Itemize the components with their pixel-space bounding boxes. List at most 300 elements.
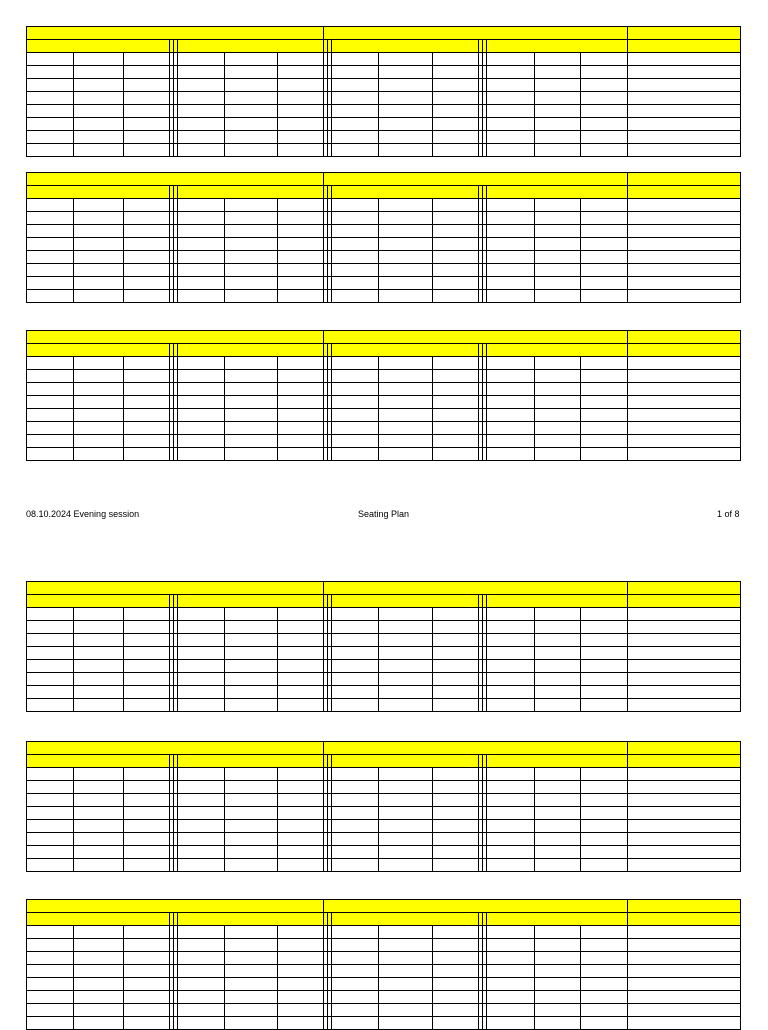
seat-cell (124, 686, 170, 699)
seat-cell (74, 608, 124, 621)
seat-cell (581, 79, 628, 92)
seat-cell (74, 673, 124, 686)
seat-cell (535, 647, 581, 660)
seat-cell (225, 290, 278, 303)
seat-cell (27, 290, 74, 303)
seat-cell (628, 686, 741, 699)
seat-cell (628, 92, 741, 105)
seat-cell (124, 225, 170, 238)
seat-cell (487, 807, 535, 820)
seat-cell (581, 978, 628, 991)
seat-cell (278, 768, 324, 781)
seat-cell (581, 699, 628, 712)
seat-cell (225, 952, 278, 965)
seat-cell (535, 290, 581, 303)
seat-cell (74, 621, 124, 634)
seat-cell (225, 939, 278, 952)
seat-cell (628, 1004, 741, 1017)
seat-cell (74, 634, 124, 647)
seat-cell (124, 781, 170, 794)
seat-cell (433, 673, 479, 686)
seat-cell (332, 846, 379, 859)
seat-cell (74, 820, 124, 833)
seat-cell (278, 794, 324, 807)
seat-cell (628, 768, 741, 781)
seat-cell (535, 92, 581, 105)
seat-cell (278, 118, 324, 131)
seat-cell (178, 92, 225, 105)
block-header-cell (628, 582, 741, 595)
seat-cell (487, 238, 535, 251)
seat-cell (74, 781, 124, 794)
seat-cell (535, 634, 581, 647)
seat-cell (332, 621, 379, 634)
seat-cell (124, 92, 170, 105)
group-header-cell (628, 913, 741, 926)
seat-cell (535, 991, 581, 1004)
seating-table (26, 899, 741, 1030)
seat-cell (332, 1017, 379, 1030)
seat-cell (124, 978, 170, 991)
seat-cell (178, 608, 225, 621)
seat-cell (487, 608, 535, 621)
seat-cell (27, 92, 74, 105)
seat-cell (433, 846, 479, 859)
seat-cell (124, 647, 170, 660)
block-header-cell (324, 173, 628, 186)
seat-cell (332, 225, 379, 238)
seat-cell (628, 859, 741, 872)
seat-cell (124, 435, 170, 448)
seat-cell (74, 422, 124, 435)
seat-cell (628, 794, 741, 807)
seat-cell (332, 370, 379, 383)
seat-cell (178, 991, 225, 1004)
seat-cell (628, 131, 741, 144)
table-row (27, 660, 741, 673)
table-row (27, 781, 741, 794)
seat-cell (225, 118, 278, 131)
block-header-cell (27, 900, 324, 913)
seat-cell (332, 768, 379, 781)
seat-cell (535, 277, 581, 290)
seat-cell (225, 357, 278, 370)
seat-cell (278, 952, 324, 965)
seat-cell (74, 290, 124, 303)
seat-cell (535, 422, 581, 435)
seat-cell (581, 647, 628, 660)
seat-cell (225, 699, 278, 712)
seat-cell (332, 794, 379, 807)
seat-cell (581, 768, 628, 781)
seat-cell (27, 448, 74, 461)
seat-cell (178, 1017, 225, 1030)
seat-cell (535, 807, 581, 820)
seat-cell (278, 939, 324, 952)
group-header-row (27, 755, 741, 768)
seat-cell (433, 978, 479, 991)
seat-cell (27, 199, 74, 212)
seat-cell (278, 66, 324, 79)
seat-cell (124, 608, 170, 621)
seat-cell (535, 225, 581, 238)
seat-cell (581, 820, 628, 833)
seat-cell (124, 277, 170, 290)
seat-cell (581, 105, 628, 118)
seat-cell (74, 660, 124, 673)
seat-cell (225, 396, 278, 409)
table-row (27, 370, 741, 383)
seat-cell (379, 965, 433, 978)
seat-cell (124, 673, 170, 686)
seat-cell (433, 926, 479, 939)
seat-cell (124, 370, 170, 383)
seat-cell (379, 53, 433, 66)
seat-cell (332, 264, 379, 277)
seat-cell (581, 634, 628, 647)
seat-cell (27, 608, 74, 621)
table-row (27, 939, 741, 952)
seat-cell (535, 212, 581, 225)
seat-cell (487, 686, 535, 699)
seat-cell (433, 768, 479, 781)
seat-cell (74, 1004, 124, 1017)
seat-cell (379, 673, 433, 686)
seat-cell (535, 965, 581, 978)
seat-cell (27, 383, 74, 396)
seat-cell (535, 53, 581, 66)
table-row (27, 238, 741, 251)
table-row (27, 846, 741, 859)
seat-cell (433, 781, 479, 794)
seat-cell (225, 965, 278, 978)
seat-cell (27, 105, 74, 118)
seat-cell (379, 357, 433, 370)
table-row (27, 105, 741, 118)
seat-cell (74, 768, 124, 781)
seat-cell (225, 1017, 278, 1030)
seat-cell (124, 965, 170, 978)
seat-cell (581, 383, 628, 396)
seat-cell (225, 92, 278, 105)
seat-cell (74, 396, 124, 409)
seat-cell (628, 396, 741, 409)
seat-cell (74, 199, 124, 212)
seat-cell (379, 807, 433, 820)
seat-cell (379, 939, 433, 952)
seat-cell (178, 781, 225, 794)
seat-cell (487, 131, 535, 144)
seat-cell (487, 699, 535, 712)
seat-cell (74, 144, 124, 157)
group-header-cell (487, 755, 628, 768)
seat-cell (379, 370, 433, 383)
seat-cell (535, 144, 581, 157)
block-header-cell (628, 331, 741, 344)
seat-cell (379, 92, 433, 105)
seat-cell (278, 422, 324, 435)
seat-cell (74, 952, 124, 965)
seat-cell (487, 768, 535, 781)
seat-cell (535, 781, 581, 794)
group-header-cell (332, 755, 479, 768)
seat-cell (332, 92, 379, 105)
seat-cell (379, 396, 433, 409)
seat-cell (433, 225, 479, 238)
seat-cell (178, 383, 225, 396)
seat-cell (332, 952, 379, 965)
seat-cell (379, 212, 433, 225)
seat-cell (225, 264, 278, 277)
seat-cell (178, 199, 225, 212)
seat-cell (433, 859, 479, 872)
seat-cell (124, 820, 170, 833)
seat-cell (178, 225, 225, 238)
seat-cell (433, 939, 479, 952)
seat-cell (332, 66, 379, 79)
seat-cell (27, 991, 74, 1004)
seat-cell (278, 105, 324, 118)
seat-cell (27, 409, 74, 422)
seat-cell (628, 926, 741, 939)
seat-cell (278, 53, 324, 66)
seat-cell (74, 79, 124, 92)
seat-cell (124, 634, 170, 647)
table-row (27, 409, 741, 422)
seat-cell (535, 673, 581, 686)
seat-cell (487, 396, 535, 409)
seat-cell (225, 435, 278, 448)
seat-cell (628, 290, 741, 303)
seat-cell (487, 794, 535, 807)
seat-cell (332, 660, 379, 673)
seat-cell (27, 686, 74, 699)
seat-cell (535, 952, 581, 965)
seat-cell (278, 251, 324, 264)
seat-cell (332, 53, 379, 66)
seat-cell (27, 131, 74, 144)
seat-cell (379, 926, 433, 939)
seat-cell (433, 686, 479, 699)
seat-cell (433, 608, 479, 621)
seat-cell (487, 978, 535, 991)
seat-cell (433, 277, 479, 290)
seat-cell (27, 965, 74, 978)
seat-cell (332, 699, 379, 712)
seat-cell (278, 144, 324, 157)
seat-cell (628, 277, 741, 290)
seat-cell (124, 939, 170, 952)
group-header-cell (487, 595, 628, 608)
seat-cell (225, 686, 278, 699)
seat-cell (433, 238, 479, 251)
seat-cell (379, 846, 433, 859)
table-row (27, 290, 741, 303)
seat-cell (27, 66, 74, 79)
seat-cell (379, 238, 433, 251)
seat-cell (332, 383, 379, 396)
seat-cell (27, 781, 74, 794)
seat-cell (628, 807, 741, 820)
seat-cell (487, 1017, 535, 1030)
seat-cell (487, 673, 535, 686)
seat-cell (124, 79, 170, 92)
seat-cell (124, 448, 170, 461)
seat-cell (379, 277, 433, 290)
seat-cell (124, 251, 170, 264)
seat-cell (487, 965, 535, 978)
seat-cell (433, 105, 479, 118)
footer-session: 08.10.2024 Evening session (26, 509, 140, 519)
seat-cell (27, 435, 74, 448)
seat-cell (332, 290, 379, 303)
seat-cell (379, 634, 433, 647)
group-header-cell (332, 595, 479, 608)
seat-cell (124, 264, 170, 277)
seat-cell (379, 1004, 433, 1017)
seat-cell (581, 435, 628, 448)
seat-cell (124, 118, 170, 131)
seat-cell (124, 53, 170, 66)
seat-cell (379, 952, 433, 965)
seat-cell (628, 251, 741, 264)
seat-cell (74, 264, 124, 277)
seat-cell (581, 277, 628, 290)
seat-cell (379, 251, 433, 264)
seat-cell (278, 608, 324, 621)
seat-cell (124, 1017, 170, 1030)
group-header-cell (628, 755, 741, 768)
seat-cell (278, 621, 324, 634)
seat-cell (487, 264, 535, 277)
seat-cell (487, 383, 535, 396)
seat-cell (581, 199, 628, 212)
seat-cell (581, 621, 628, 634)
seat-cell (433, 92, 479, 105)
group-header-cell (332, 40, 479, 53)
seat-cell (535, 251, 581, 264)
seat-cell (628, 846, 741, 859)
seat-cell (628, 118, 741, 131)
seat-cell (628, 383, 741, 396)
seat-cell (487, 820, 535, 833)
group-header-cell (487, 913, 628, 926)
seat-cell (124, 66, 170, 79)
seat-cell (278, 699, 324, 712)
seat-cell (332, 634, 379, 647)
seat-cell (74, 991, 124, 1004)
table-row (27, 383, 741, 396)
seat-cell (379, 978, 433, 991)
seat-cell (535, 978, 581, 991)
seat-cell (332, 251, 379, 264)
seat-cell (379, 991, 433, 1004)
seat-cell (628, 199, 741, 212)
seat-cell (178, 53, 225, 66)
table-row (27, 225, 741, 238)
seat-cell (178, 118, 225, 131)
table-row (27, 699, 741, 712)
seat-cell (628, 212, 741, 225)
seat-cell (225, 422, 278, 435)
seat-cell (628, 952, 741, 965)
seat-cell (74, 939, 124, 952)
seat-cell (332, 118, 379, 131)
seat-cell (535, 396, 581, 409)
seat-cell (27, 939, 74, 952)
seat-cell (487, 118, 535, 131)
seat-cell (379, 448, 433, 461)
block-header-cell (324, 742, 628, 755)
seat-cell (124, 621, 170, 634)
seat-cell (27, 212, 74, 225)
seat-cell (433, 965, 479, 978)
seat-cell (332, 277, 379, 290)
seat-cell (278, 357, 324, 370)
seat-cell (332, 131, 379, 144)
seat-cell (433, 199, 479, 212)
table-row (27, 396, 741, 409)
seat-cell (535, 238, 581, 251)
seat-cell (433, 952, 479, 965)
seat-cell (581, 357, 628, 370)
seat-cell (487, 448, 535, 461)
seat-cell (628, 833, 741, 846)
seat-cell (27, 952, 74, 965)
seat-cell (225, 794, 278, 807)
seat-cell (225, 833, 278, 846)
seat-cell (178, 66, 225, 79)
seat-cell (487, 79, 535, 92)
seat-cell (178, 965, 225, 978)
seat-cell (535, 105, 581, 118)
seat-cell (278, 846, 324, 859)
seat-cell (278, 435, 324, 448)
seat-cell (628, 673, 741, 686)
seat-cell (278, 647, 324, 660)
seat-cell (74, 448, 124, 461)
seat-cell (74, 53, 124, 66)
seat-cell (487, 1004, 535, 1017)
seat-cell (332, 820, 379, 833)
seat-cell (581, 1017, 628, 1030)
seat-cell (178, 79, 225, 92)
seat-cell (433, 118, 479, 131)
seat-cell (581, 66, 628, 79)
seat-cell (628, 1017, 741, 1030)
seat-cell (332, 991, 379, 1004)
seat-cell (278, 833, 324, 846)
seat-cell (433, 131, 479, 144)
seat-cell (487, 212, 535, 225)
seat-cell (433, 1017, 479, 1030)
seat-cell (487, 846, 535, 859)
seat-cell (433, 699, 479, 712)
seat-cell (487, 435, 535, 448)
seat-cell (379, 225, 433, 238)
group-header-cell (487, 40, 628, 53)
seat-cell (332, 939, 379, 952)
seat-cell (278, 807, 324, 820)
seat-cell (628, 608, 741, 621)
seat-cell (278, 1004, 324, 1017)
seat-cell (535, 768, 581, 781)
seat-cell (628, 965, 741, 978)
table-row (27, 422, 741, 435)
seat-cell (487, 781, 535, 794)
block-header-row (27, 742, 741, 755)
seat-cell (178, 699, 225, 712)
